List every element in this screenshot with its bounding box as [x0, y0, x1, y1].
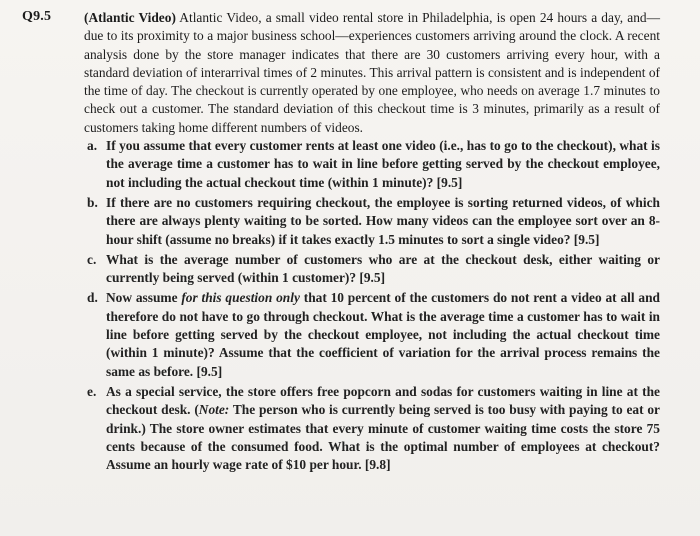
- part-c-letter: c.: [87, 251, 97, 267]
- question-number: Q9.5: [22, 9, 52, 24]
- question-body: [84, 9, 660, 476]
- question-parts: [84, 137, 660, 474]
- part-a-text: If you assume that every customer rents at least one video (i.e., has to go to the checkout), what is the average time a customer has to wait in line before getting served by the checkout employee, not including the actual checkout time (within 1 minute)? [9.5]: [106, 138, 660, 190]
- part-c-text: What is the average number of customers who are at the checkout desk, either waiting or currently being served (within 1 customer)? [9.5]: [106, 251, 660, 286]
- part-e: [84, 383, 660, 474]
- question-intro-text: Atlantic Video, a small video rental store in Philadelphia, is open 24 hours a day, and—due to its proximity to a major business school—experiences customers arriving around the clock. A recent analysis done by the store manager indicates that there are 30 customers arriving every hour, with a standard deviation of interarrival times of 2 minutes. This arrival pattern is consistent and is independent of the time of day. The checkout is currently operated by one employee, who needs on average 1.7 minutes to check out a customer. The standard deviation of this checkout time is 3 minutes, primarily as a result of customers taking home different numbers of videos.: [84, 10, 660, 135]
- part-d: [84, 289, 660, 380]
- part-c: [84, 251, 660, 288]
- part-d-text-after: that 10 percent of the customers do not rent a video at all and therefore do not have to go through checkout. What is the average time a customer has to wait in line before getting served by the checkout employee, not including the actual checkout time (within 1 minute)? Assume that the coefficient of variation for the arrival process remains the same as before. [9.5]: [106, 290, 660, 379]
- part-d-letter: d.: [87, 290, 98, 306]
- part-b-letter: b.: [87, 194, 98, 210]
- part-d-text-before: Now assume: [106, 290, 182, 306]
- part-e-text-italic: Note:: [198, 402, 230, 418]
- part-b-text: If there are no customers requiring checkout, the employee is sorting returned videos, of which there are always plenty waiting to be sorted. How many videos can the employee sort over an 8-hour shift (assume no breaks) if it takes exactly 1.5 minutes to sort a single video? [9.5]: [106, 194, 660, 247]
- part-e-text-before: As a special service, the store offers free popcorn and sodas for customers waiting in line at the checkout desk. (: [106, 383, 660, 418]
- part-b: [84, 194, 660, 249]
- question-title: (Atlantic Video): [84, 10, 176, 25]
- part-e-text-after: The person who is currently being served is too busy with paying to eat or drink.) The store owner estimates that every minute of customer waiting time costs the store 75 cents because of the consumed food. What is the optimal number of employees at checkout? Assume an hourly wage rate of $10 per hour. [9.8]: [106, 402, 660, 473]
- part-a-letter: a.: [87, 138, 98, 154]
- part-d-text-italic: for this question only: [181, 290, 300, 306]
- question-intro: [84, 9, 660, 137]
- part-a: [84, 137, 660, 192]
- part-e-letter: e.: [87, 383, 97, 399]
